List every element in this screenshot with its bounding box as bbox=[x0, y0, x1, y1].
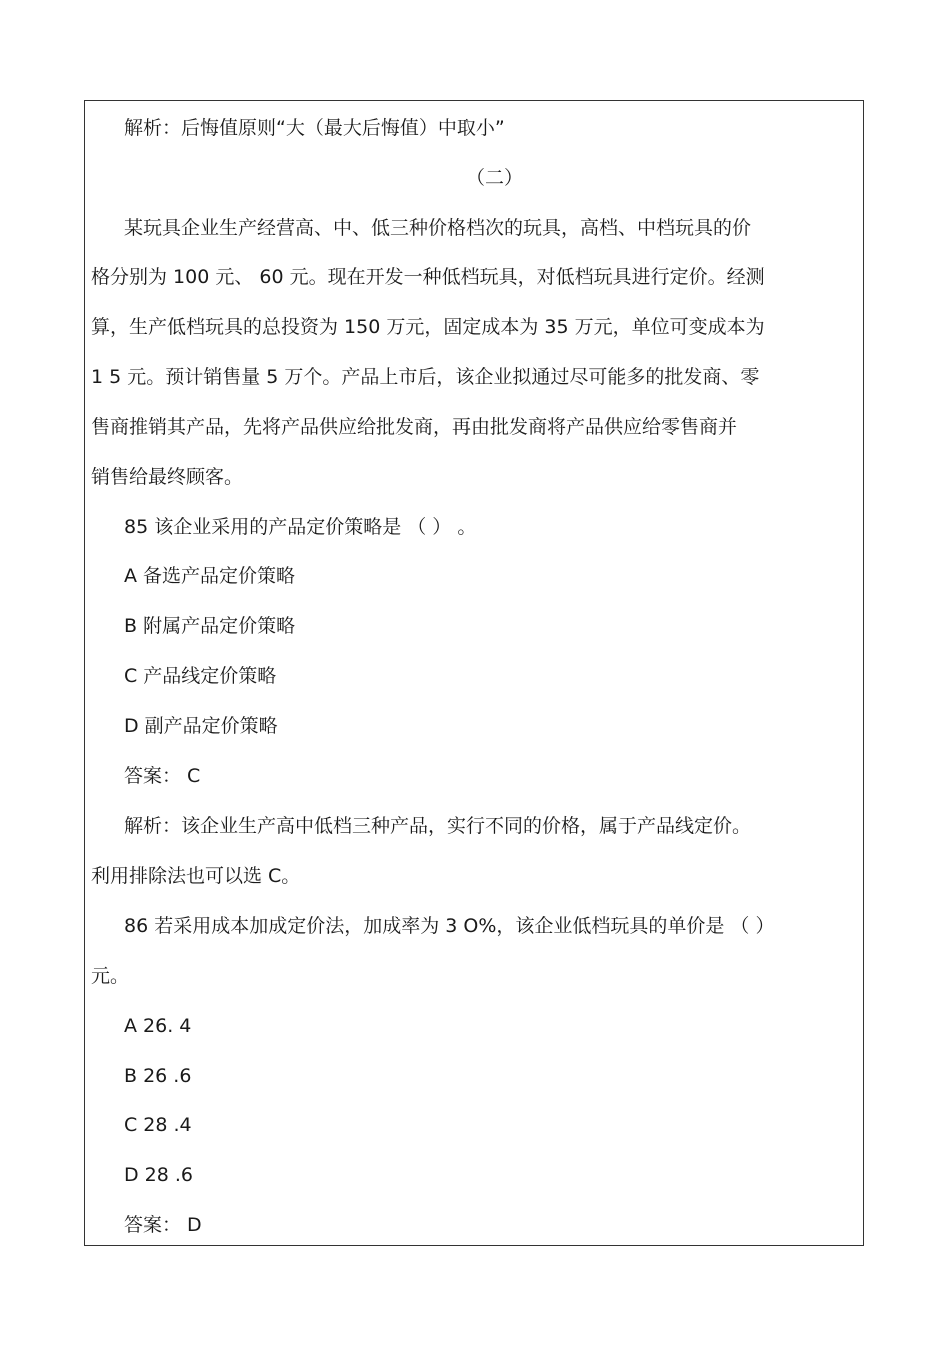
case-text-line-5: 售商推销其产品，先将产品供应给批发商，再由批发商将产品供应给零售商并 bbox=[91, 416, 738, 438]
section-heading: （二） bbox=[466, 167, 524, 189]
q85-analysis-line-1: 解析：该企业生产高中低档三种产品，实行不同的价格，属于产品线定价。 bbox=[124, 815, 752, 837]
case-text-line-6: 销售给最终顾客。 bbox=[91, 466, 244, 488]
question-86-continued: 元。 bbox=[91, 965, 130, 987]
case-text-line-1: 某玩具企业生产经营高、中、低三种价格档次的玩具，高档、中档玩具的价 bbox=[124, 217, 752, 239]
q85-option-d: D 副产品定价策略 bbox=[124, 715, 278, 737]
question-85: 85 该企业采用的产品定价策略是 （ ） 。 bbox=[124, 516, 477, 538]
q86-option-d: D 28 .6 bbox=[124, 1164, 194, 1186]
q85-answer: 答案： C bbox=[124, 765, 201, 787]
case-text-line-3: 算，生产低档玩具的总投资为 150 万元，固定成本为 35 万元，单位可变成本为 bbox=[91, 316, 765, 338]
case-text-line-4: 1 5 元。预计销售量 5 万个。产品上市后，该企业拟通过尽可能多的批发商、零 bbox=[91, 366, 760, 388]
q86-option-c: C 28 .4 bbox=[124, 1114, 192, 1136]
q86-option-a: A 26. 4 bbox=[124, 1015, 192, 1037]
q86-answer: 答案： D bbox=[124, 1214, 202, 1236]
question-86: 86 若采用成本加成定价法，加成率为 3 O%，该企业低档玩具的单价是 （ ） bbox=[124, 915, 775, 937]
q85-option-a: A 备选产品定价策略 bbox=[124, 565, 296, 587]
q85-analysis-line-2: 利用排除法也可以选 C。 bbox=[91, 865, 301, 887]
q85-option-b: B 附属产品定价策略 bbox=[124, 615, 296, 637]
q86-option-b: B 26 .6 bbox=[124, 1065, 192, 1087]
q85-option-c: C 产品线定价策略 bbox=[124, 665, 277, 687]
analysis-regret-principle: 解析：后悔值原则“大（最大后悔值）中取小” bbox=[124, 117, 505, 139]
case-text-line-2: 格分别为 100 元、 60 元。现在开发一种低档玩具，对低档玩具进行定价。经测 bbox=[91, 266, 765, 288]
